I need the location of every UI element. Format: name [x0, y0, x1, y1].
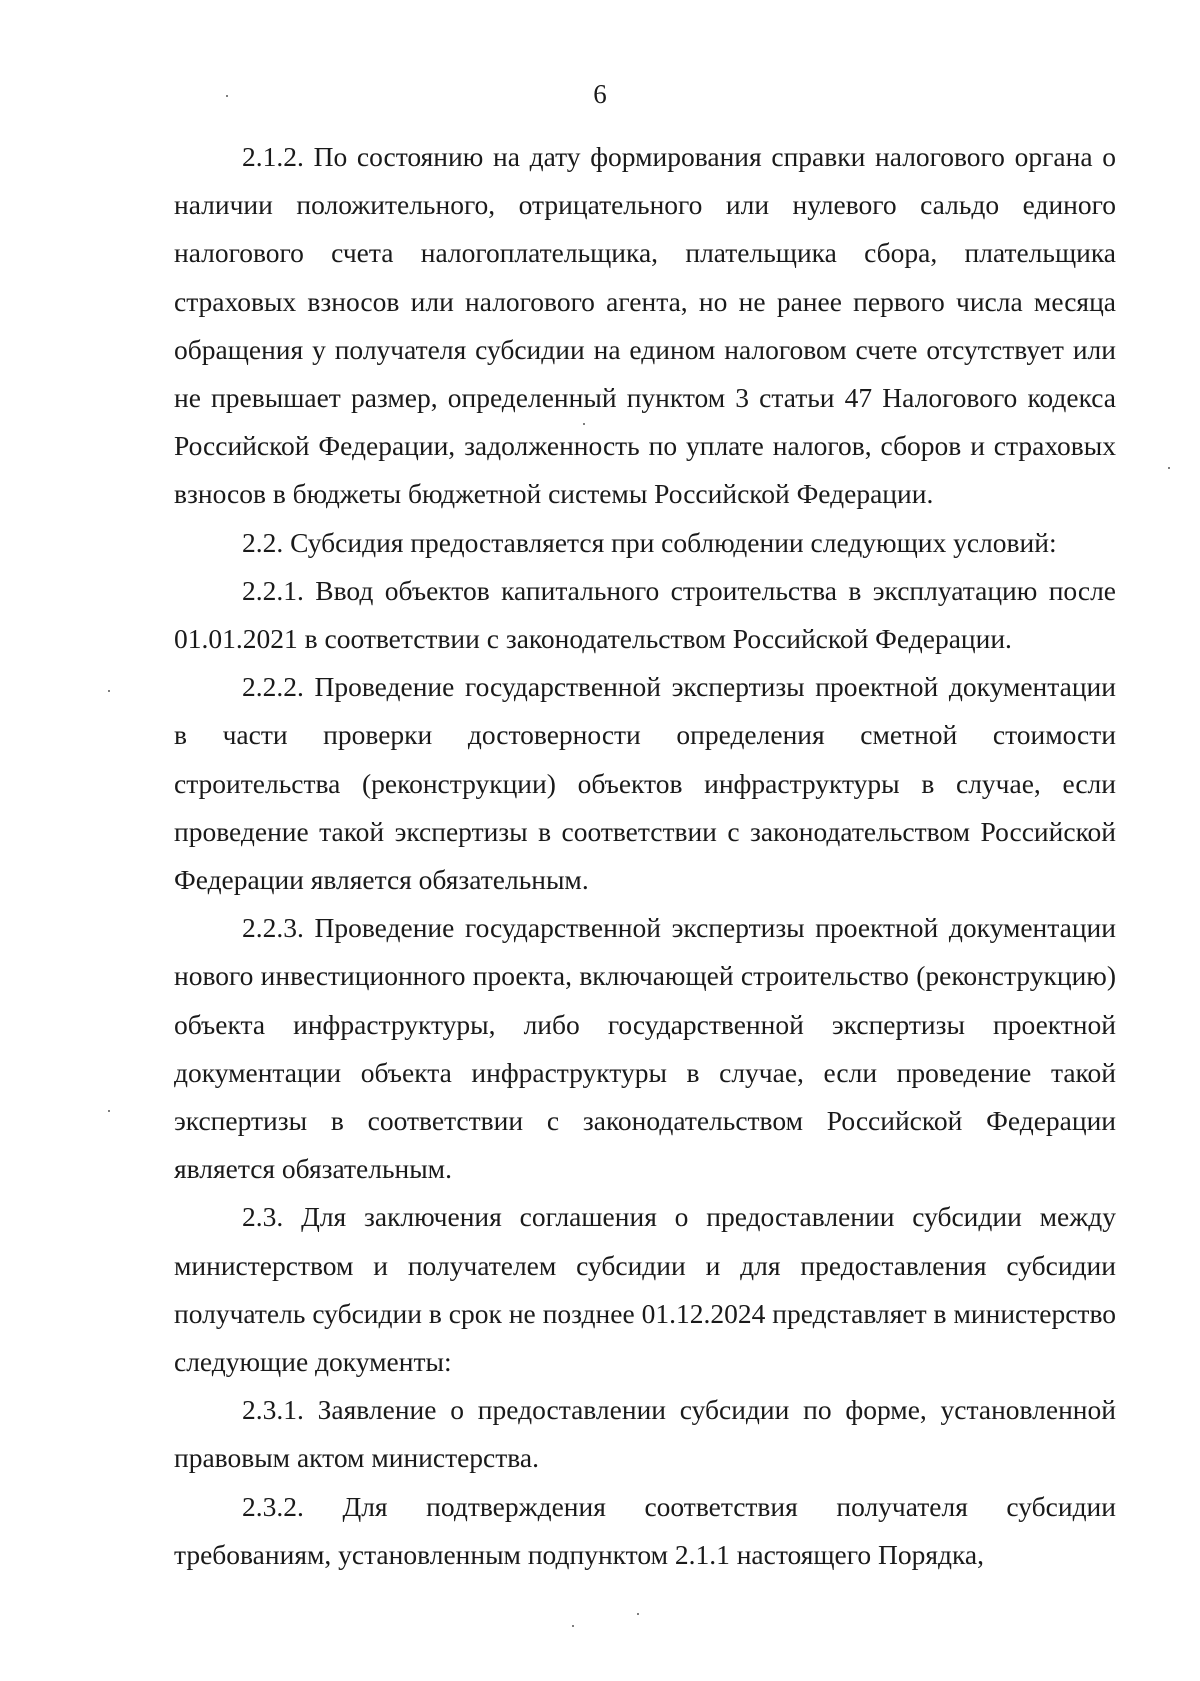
scan-speck: [226, 95, 228, 97]
paragraph-2-3-1: 2.3.1. Заявление о предоставлении субсидии по форме, установленной правовым актом министерства.: [174, 1394, 1116, 1474]
paragraph-2-1-2: 2.1.2. По состоянию на дату формирования справки налогового органа о наличии положительного, отрицательного или нулевого сальдо единого налогового счета налогоплательщика, плательщика сбора, плательщика страховых взносов или налогового агента, но не ранее первого числа месяца обращения у получателя субсидии на едином налоговом счете отсутствует или не превышает размер, определенный пунктом 3 статьи 47 Налогового кодекса Российской Федерации, задолженность по уплате налогов, сборов и страховых взносов в бюджеты бюджетной системы Российской Федерации.: [174, 141, 1116, 510]
paragraph-2-2: 2.2. Субсидия предоставляется при соблюдении следующих условий:: [242, 526, 1057, 558]
document-body: [174, 133, 1116, 1579]
scan-speck: [583, 423, 585, 425]
page-number: 6: [593, 79, 607, 109]
paragraph-2-2-3: 2.2.3. Проведение государственной экспертизы проектной документации нового инвестиционного проекта, включающей строительство (реконструкцию) объекта инфраструктуры, либо государственной экспертизы проектной документации объекта инфраструктуры в случае, если проведение такой экспертизы в соответствии с законодательством Российской Федерации является обязательным.: [174, 912, 1116, 1185]
paragraph-2-2-1: 2.2.1. Ввод объектов капитального строительства в эксплуатацию после 01.01.2021 в соответствии с законодательством Российской Федерации.: [174, 574, 1116, 655]
paragraph-2-3: 2.3. Для заключения соглашения о предоставлении субсидии между министерством и получателем субсидии и для предоставления субсидии получатель субсидии в срок не позднее 01.12.2024 представляет в министерство следующие документы:: [174, 1201, 1116, 1378]
scan-speck: [1168, 467, 1170, 469]
paragraph-2-2-2: 2.2.2. Проведение государственной экспертизы проектной документации в части проверки достоверности определения сметной стоимости строительства (реконструкции) объектов инфраструктуры в случае, если проведение такой экспертизы в соответствии с законодательством Российской Федерации является обязательным.: [174, 671, 1116, 896]
scan-speck: [108, 690, 110, 692]
scan-speck: [108, 1110, 110, 1112]
scan-speck: [572, 1625, 574, 1627]
paragraph-2-3-2: 2.3.2. Для подтверждения соответствия получателя субсидии требованиям, установленным подпунктом 2.1.1 настоящего Порядка,: [174, 1490, 1116, 1570]
scan-speck: [637, 1613, 639, 1615]
